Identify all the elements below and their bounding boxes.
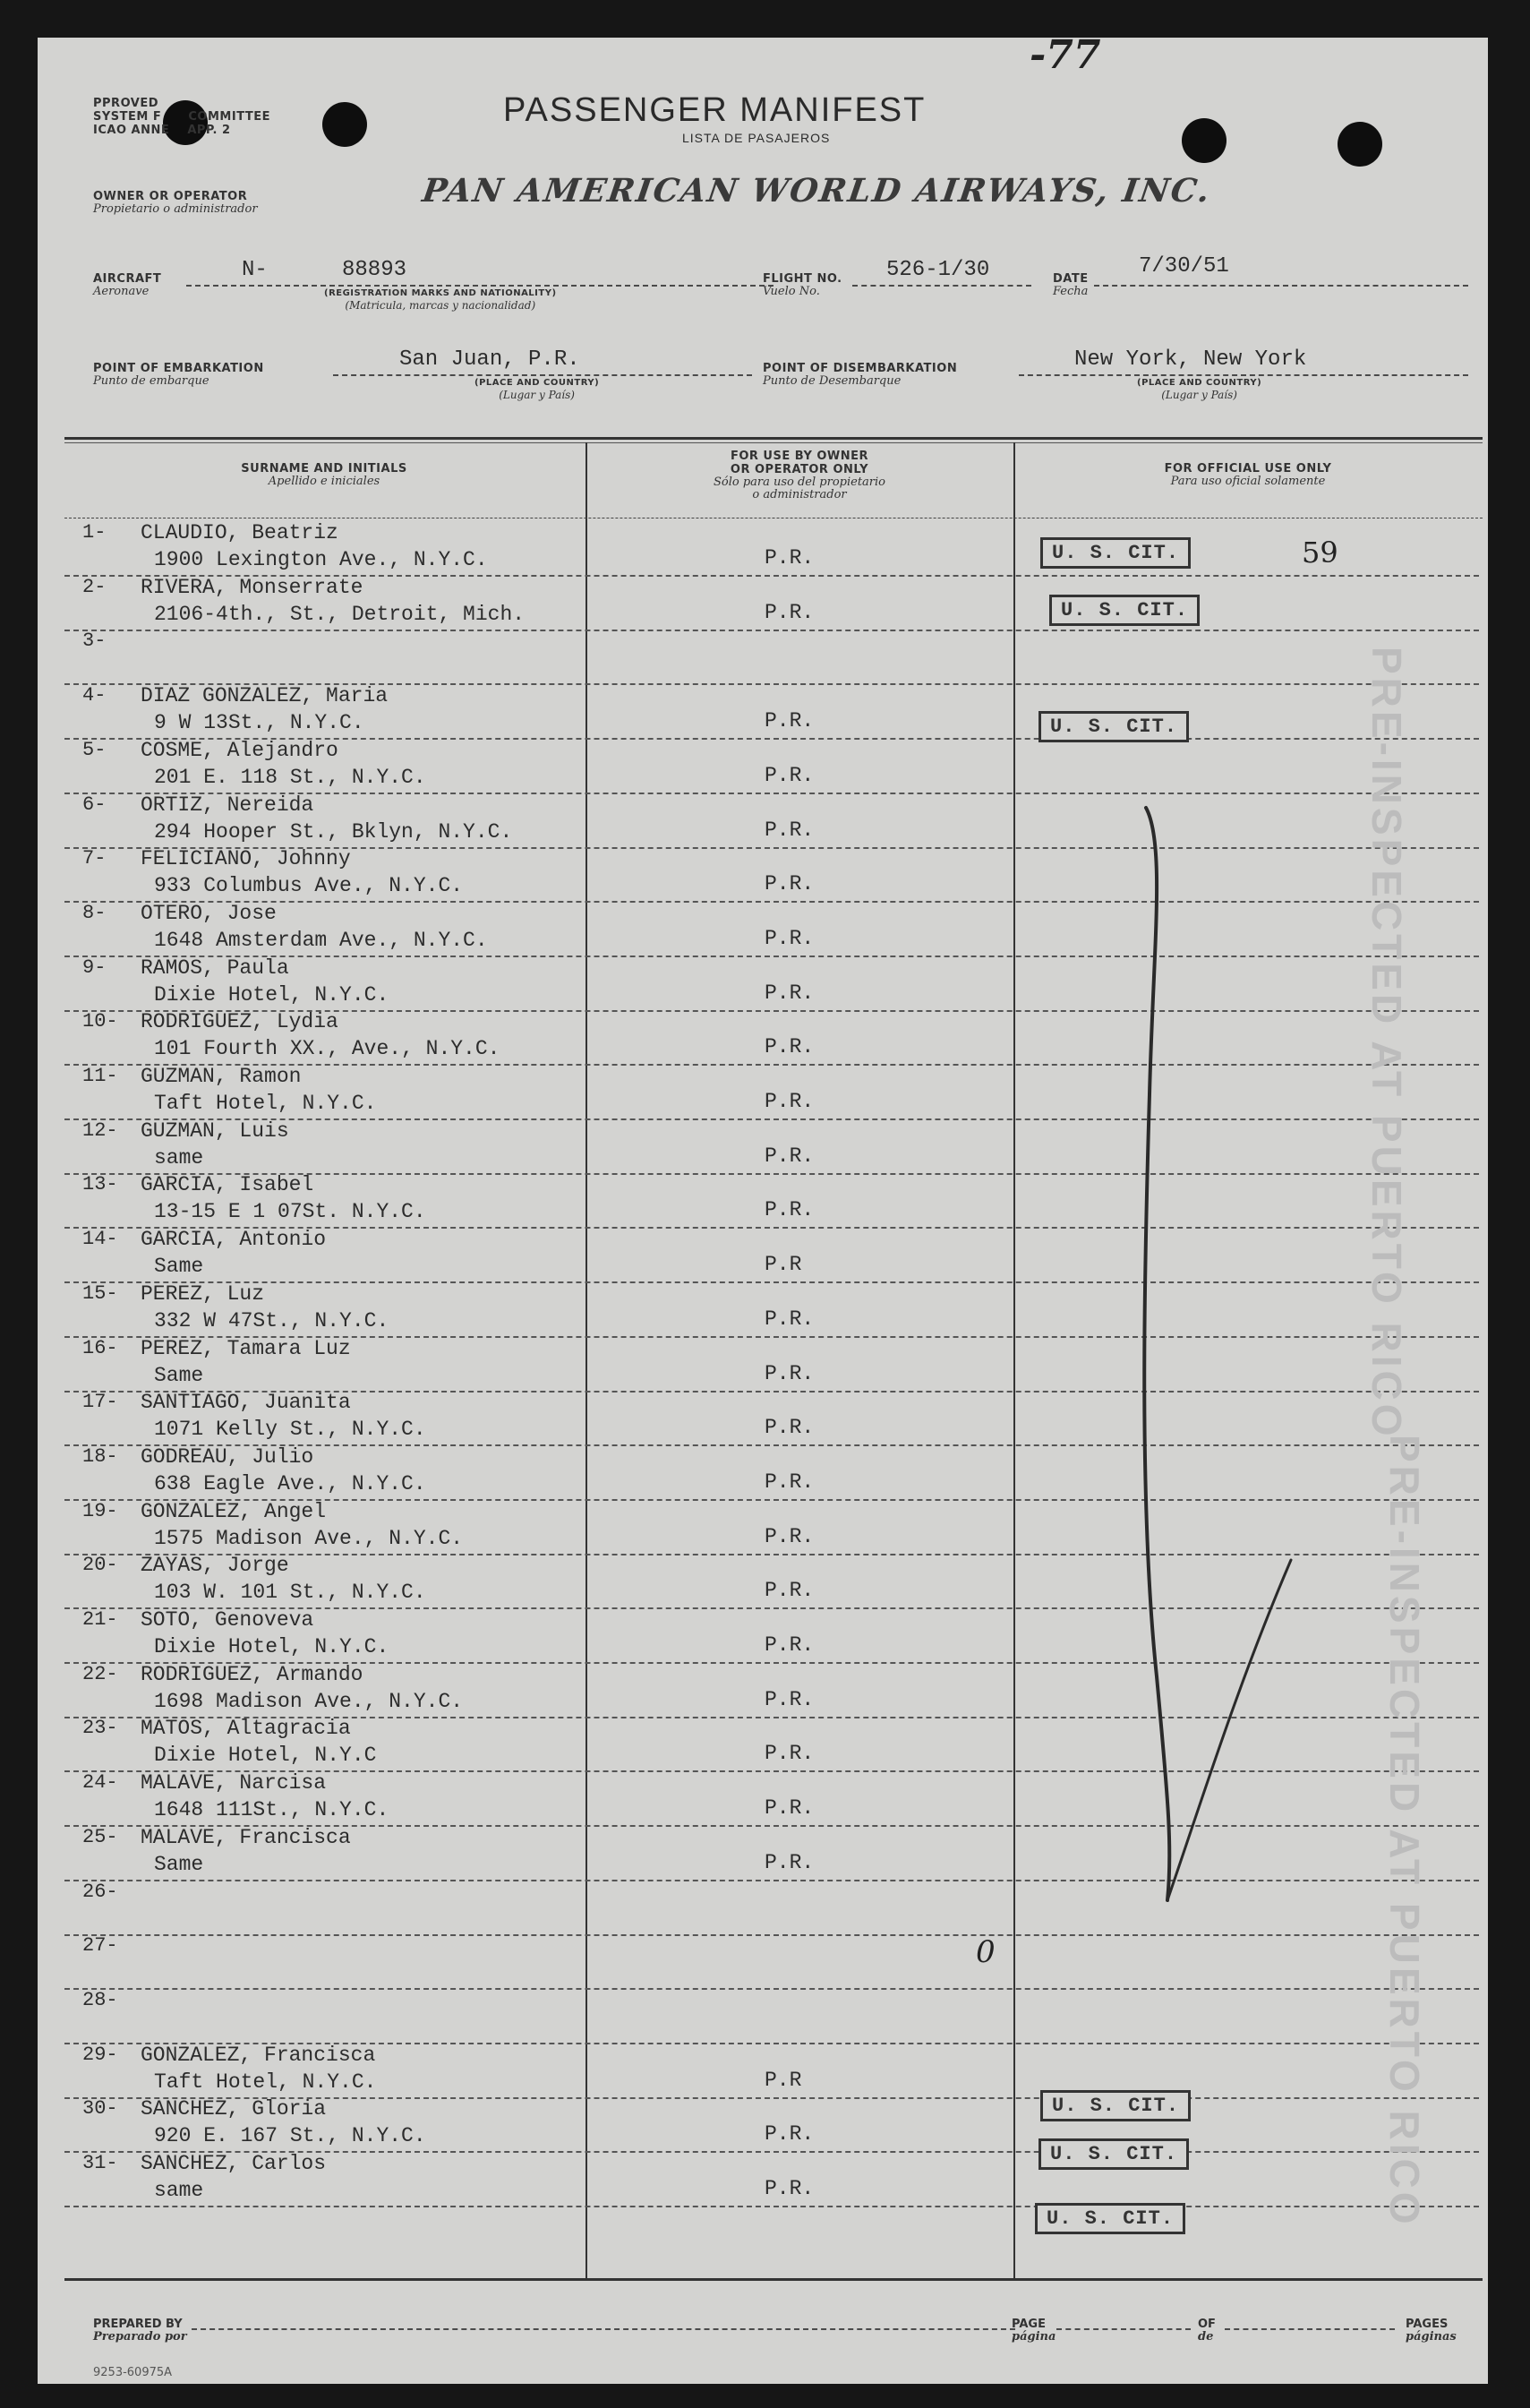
approval-line: PPROVED (93, 97, 159, 110)
approval-line: SYSTEM F COMMITTEE (93, 110, 270, 124)
us-citizen-stamp: U. S. CIT. (1040, 2090, 1191, 2121)
row-number: 29- (82, 2043, 118, 2066)
operator-code: P.R. (765, 926, 815, 950)
date-label-en: DATE (1053, 272, 1089, 286)
passenger-name: RIVERA, Monserrate (141, 575, 363, 599)
row-number: 3- (82, 630, 107, 653)
passenger-name: DIAZ GONZALEZ, Maria (141, 684, 389, 708)
passenger-name: RODRIGUEZ, Lydia (141, 1010, 338, 1034)
check-mark-stroke (1144, 808, 1169, 1900)
embark-underline (333, 374, 752, 376)
passenger-address: 103 W. 101 St., N.Y.C. (154, 1581, 426, 1605)
operator-code: P.R. (765, 981, 815, 1005)
operator-code: P.R. (765, 1090, 815, 1113)
passenger-name: MALAVE, Francisca (141, 1825, 351, 1849)
place-caption-es: (Lugar y País) (499, 389, 575, 401)
embark-place-caption (474, 378, 599, 401)
passenger-address: 638 Eagle Ave., N.Y.C. (154, 1471, 426, 1495)
of-underline (1225, 2328, 1395, 2330)
row-number: 10- (82, 1010, 118, 1033)
passenger-address: 9 W 13St., N.Y.C. (154, 711, 364, 735)
operator-code: P.R. (765, 818, 815, 842)
operator-code: P.R. (765, 1524, 815, 1548)
passenger-address: same (154, 1145, 204, 1170)
passenger-address: Same (154, 1255, 204, 1279)
passenger-address: Same (154, 1363, 204, 1387)
aircraft-registration: 88893 (342, 258, 407, 282)
passenger-name: COSME, Alejandro (141, 738, 338, 762)
embark-label-es: Punto de embarque (93, 374, 209, 388)
prepared-by-es: Preparado por (93, 2330, 187, 2344)
passenger-name: PEREZ, Luz (141, 1281, 265, 1306)
row-number: 16- (82, 1336, 118, 1359)
handwritten-zero: 0 (976, 1934, 996, 1970)
passenger-address: 1575 Madison Ave., N.Y.C. (154, 1526, 464, 1550)
operator-code: P.R. (765, 763, 815, 787)
aircraft-label (93, 272, 161, 298)
of-label-en: OF (1198, 2318, 1216, 2331)
approval-line: ICAO ANNE APP. 2 (93, 124, 231, 137)
row-number: 12- (82, 1118, 118, 1142)
passenger-address: 101 Fourth XX., Ave., N.Y.C. (154, 1037, 500, 1061)
manifest-sheet (38, 32, 1488, 2384)
place-caption-es: (Lugar y País) (1161, 389, 1237, 401)
passenger-row (38, 521, 1488, 577)
owner-label-es: Propietario o administrador (93, 202, 258, 216)
row-number: 31- (82, 2152, 118, 2174)
flight-label-es: Vuelo No. (763, 285, 820, 298)
row-number: 15- (82, 1281, 118, 1305)
table-bottom-rule (64, 2278, 1483, 2281)
row-divider (64, 2206, 1479, 2207)
operator-code: P.R. (765, 1687, 815, 1711)
passenger-address: same (154, 2179, 204, 2202)
company-name: PAN AMERICAN WORLD AIRWAYS, INC. (420, 172, 1214, 210)
check-mark-stroke (1167, 1560, 1291, 1900)
operator-code: P.R. (765, 709, 815, 733)
page-subtitle: LISTA DE PASAJEROS (682, 131, 831, 145)
passenger-address: 1698 Madison Ave., N.Y.C. (154, 1689, 464, 1713)
passenger-name: RAMOS, Paula (141, 955, 289, 980)
punch-hole (1338, 122, 1382, 167)
operator-code: P.R. (765, 872, 815, 896)
operator-code: P.R (765, 2068, 802, 2092)
row-number: 27- (82, 1934, 118, 1958)
surname-column-header (64, 462, 584, 488)
passenger-row (38, 2152, 1488, 2207)
aircraft-label-es: Aeronave (93, 285, 150, 298)
row-number: 23- (82, 1717, 118, 1740)
official-count: 59 (1302, 536, 1338, 570)
passenger-name: SANCHEZ, Gloria (141, 2097, 327, 2121)
owner-head-en-2: OR OPERATOR ONLY (730, 463, 869, 476)
operator-code: P.R. (765, 1307, 815, 1331)
approval-block (93, 97, 344, 137)
passenger-row (38, 2044, 1488, 2099)
row-number: 20- (82, 1554, 118, 1577)
row-number: 17- (82, 1391, 118, 1414)
passenger-row (38, 2097, 1488, 2153)
place-caption-en: (PLACE AND COUNTRY) (1137, 378, 1262, 388)
row-number: 21- (82, 1608, 118, 1631)
passenger-address: Same (154, 1852, 204, 1876)
passenger-name: GUZMAN, Luis (141, 1118, 289, 1143)
of-label (1198, 2318, 1216, 2344)
passenger-name: OTERO, Jose (141, 901, 277, 925)
passenger-name: SOTO, Genoveva (141, 1608, 314, 1632)
disembark-label-en: POINT OF DISEMBARKATION (763, 362, 958, 375)
owner-label (93, 190, 258, 216)
preinspected-stamp: PRE-INSPECTED AT PUERTO RICO (1363, 647, 1410, 1440)
pages-label-en: PAGES (1406, 2318, 1449, 2331)
row-number: 11- (82, 1065, 118, 1087)
row-number: 24- (82, 1771, 118, 1795)
us-citizen-stamp: U. S. CIT. (1049, 595, 1200, 626)
official-head-es: Para uso oficial solamente (1170, 475, 1326, 488)
passenger-name: GONZALEZ, Angel (141, 1499, 327, 1523)
embark-value: San Juan, P.R. (399, 347, 580, 372)
passenger-row (38, 1934, 1488, 1990)
passenger-address: 201 E. 118 St., N.Y.C. (154, 765, 426, 789)
row-number: 25- (82, 1825, 118, 1848)
passenger-address: 294 Hooper St., Bklyn, N.Y.C. (154, 819, 513, 844)
row-number: 8- (82, 901, 107, 924)
operator-code: P.R. (765, 1579, 815, 1603)
owner-label-en: OWNER OR OPERATOR (93, 190, 248, 203)
operator-code: P.R. (765, 1850, 815, 1874)
operator-code: P.R. (765, 1361, 815, 1385)
aircraft-underline (186, 285, 774, 287)
passenger-name: PEREZ, Tamara Luz (141, 1336, 351, 1360)
passenger-address: 1648 Amsterdam Ave., N.Y.C. (154, 928, 488, 952)
surname-head-en: SURNAME AND INITIALS (241, 462, 407, 476)
owner-head-es-1: Sólo para uso del propietario (713, 476, 886, 489)
us-citizen-stamp: U. S. CIT. (1040, 537, 1191, 569)
operator-code: P.R. (765, 1144, 815, 1168)
official-head-en: FOR OFFICIAL USE ONLY (1164, 462, 1332, 476)
passenger-name: SANTIAGO, Juanita (141, 1391, 351, 1415)
registration-caption (324, 288, 557, 312)
punch-hole (1182, 118, 1227, 163)
passenger-address: 1648 111St., N.Y.C. (154, 1798, 389, 1822)
passenger-name: GUZMAN, Ramon (141, 1065, 302, 1088)
official-column-header (1015, 462, 1481, 488)
passenger-address: Taft Hotel, N.Y.C. (154, 1092, 377, 1115)
passenger-address: 2106-4th., St., Detroit, Mich. (154, 602, 526, 626)
page-title: PASSENGER MANIFEST (503, 91, 927, 129)
embark-label-en: POINT OF EMBARKATION (93, 362, 264, 375)
flight-number: 526-1/30 (886, 258, 990, 282)
passenger-name: MALAVE, Narcisa (141, 1771, 327, 1795)
passenger-address: Dixie Hotel, N.Y.C. (154, 982, 389, 1007)
passenger-row (38, 630, 1488, 685)
passenger-name: GODREAU, Julio (141, 1444, 314, 1469)
row-number: 4- (82, 684, 107, 707)
embark-label (93, 362, 264, 388)
passenger-address: 933 Columbus Ave., N.Y.C. (154, 874, 464, 898)
owner-column-header (587, 450, 1012, 501)
disembark-label (763, 362, 957, 388)
operator-code: P.R. (765, 2122, 815, 2147)
of-label-es: de (1198, 2330, 1214, 2344)
passenger-name: RODRIGUEZ, Armando (141, 1662, 363, 1686)
operator-code: P.R. (765, 1796, 815, 1821)
operator-code: P.R. (765, 1035, 815, 1059)
disembark-place-caption (1137, 378, 1261, 401)
form-code: 9253-60975A (93, 2366, 173, 2379)
operator-code: P.R. (765, 1742, 815, 1766)
owner-head-en-1: FOR USE BY OWNER (730, 450, 869, 463)
passenger-row (38, 1989, 1488, 2044)
page-label (1012, 2318, 1056, 2344)
registration-caption-en: (REGISTRATION MARKS AND NATIONALITY) (324, 288, 557, 298)
row-number: 2- (82, 575, 107, 598)
row-number: 28- (82, 1988, 118, 2011)
passenger-address: 1900 Lexington Ave., N.Y.C. (154, 548, 488, 571)
page-label-en: PAGE (1012, 2318, 1046, 2331)
passenger-row (38, 576, 1488, 631)
passenger-name: ORTIZ, Nereida (141, 793, 314, 817)
disembark-underline (1019, 374, 1468, 376)
operator-code: P.R. (765, 1198, 815, 1222)
page-underline (1056, 2328, 1191, 2330)
disembark-value: New York, New York (1074, 347, 1307, 372)
passenger-address: 332 W 47St., N.Y.C. (154, 1308, 389, 1333)
us-citizen-stamp: U. S. CIT. (1035, 2203, 1185, 2234)
preinspected-stamp: PRE-INSPECTED AT PUERTO RICO (1381, 1435, 1428, 2228)
passenger-name: GONZALEZ, Francisca (141, 2043, 376, 2067)
operator-code: P.R (765, 1253, 802, 1277)
row-number: 13- (82, 1173, 118, 1196)
aircraft-label-en: AIRCRAFT (93, 272, 162, 286)
registration-caption-es: (Matricula, marcas y nacionalidad) (345, 299, 536, 312)
passenger-name: SANCHEZ, Carlos (141, 2152, 327, 2175)
row-number: 26- (82, 1880, 118, 1903)
passenger-name: GARCIA, Isabel (141, 1173, 314, 1197)
operator-code: P.R. (765, 1633, 815, 1657)
passenger-name: ZAYAS, Jorge (141, 1554, 289, 1578)
row-number: 19- (82, 1499, 118, 1522)
row-number: 1- (82, 521, 107, 544)
operator-code: P.R. (765, 1470, 815, 1494)
passenger-address: 920 E. 167 St., N.Y.C. (154, 2124, 426, 2148)
flight-date: 7/30/51 (1139, 254, 1229, 279)
aircraft-prefix: N- (242, 258, 268, 282)
passenger-address: Taft Hotel, N.Y.C. (154, 2070, 377, 2094)
passenger-address: 1071 Kelly St., N.Y.C. (154, 1418, 426, 1442)
table-top-rule (64, 437, 1483, 440)
flight-underline (852, 285, 1031, 287)
us-citizen-stamp: U. S. CIT. (1039, 2138, 1189, 2170)
operator-code: P.R. (765, 1416, 815, 1440)
corner-mark: -77 (1030, 32, 1101, 78)
check-mark (1067, 772, 1318, 1936)
disembark-label-es: Punto de Desembarque (763, 374, 902, 388)
flight-label (763, 272, 842, 298)
date-label-es: Fecha (1053, 285, 1089, 298)
date-underline (1094, 285, 1468, 287)
owner-head-es-2: o administrador (752, 488, 847, 501)
operator-code: P.R. (765, 546, 815, 570)
page-label-es: página (1012, 2330, 1056, 2344)
row-number: 6- (82, 793, 107, 816)
passenger-address: 13-15 E 1 07St. N.Y.C. (154, 1200, 426, 1224)
row-number: 9- (82, 955, 107, 979)
row-number: 18- (82, 1444, 118, 1468)
row-number: 22- (82, 1662, 118, 1685)
passenger-address: Dixie Hotel, N.Y.C (154, 1744, 377, 1768)
passenger-name: MATOS, Altagracia (141, 1717, 351, 1741)
us-citizen-stamp: U. S. CIT. (1039, 711, 1189, 742)
row-number: 5- (82, 738, 107, 761)
prepared-by-underline (192, 2328, 1015, 2330)
prepared-by-en: PREPARED BY (93, 2318, 183, 2331)
date-label (1053, 272, 1089, 298)
table-top-rule-2 (64, 442, 1483, 443)
row-number: 7- (82, 847, 107, 870)
passenger-name: CLAUDIO, Beatriz (141, 521, 338, 544)
row-number: 14- (82, 1228, 118, 1251)
passenger-address: Dixie Hotel, N.Y.C. (154, 1635, 389, 1658)
prepared-by-label (93, 2318, 187, 2344)
operator-code: P.R. (765, 2177, 815, 2200)
passenger-row (38, 684, 1488, 740)
flight-label-en: FLIGHT NO. (763, 272, 842, 286)
pages-label (1406, 2318, 1457, 2344)
row-number: 30- (82, 2097, 118, 2121)
pages-label-es: páginas (1406, 2330, 1457, 2344)
passenger-name: GARCIA, Antonio (141, 1228, 327, 1252)
surname-head-es: Apellido e iniciales (268, 475, 380, 488)
place-caption-en: (PLACE AND COUNTRY) (474, 378, 600, 388)
passenger-name: FELICIANO, Johnny (141, 847, 351, 871)
operator-code: P.R. (765, 600, 815, 624)
